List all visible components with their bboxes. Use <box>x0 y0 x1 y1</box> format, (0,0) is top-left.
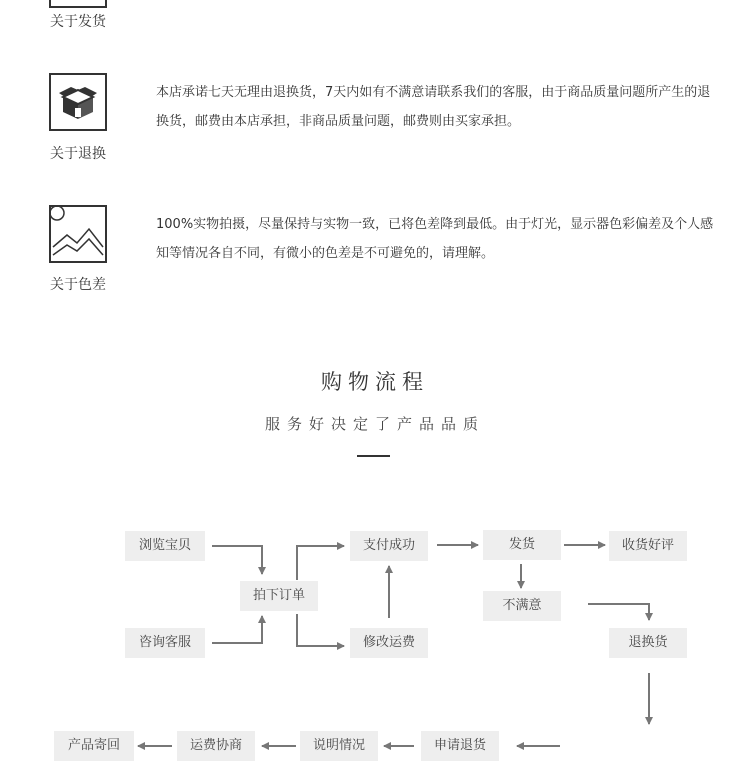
step-modify: 修改运费 <box>350 628 428 658</box>
step-return: 退换货 <box>609 628 687 658</box>
step-explain: 说明情况 <box>300 731 378 761</box>
returns-label: 关于退换 <box>50 146 106 162</box>
step-negotiate: 运费协商 <box>177 731 255 761</box>
returns-text: 本店承诺七天无理由退换货，7天内如有不满意请联系我们的客服，由于商品质量问题所产生的退换货，邮费由本店承担，非商品质量问题，邮费则由买家承担。 <box>156 85 711 129</box>
step-send-back: 产品寄回 <box>54 731 134 761</box>
step-order: 拍下订单 <box>240 581 318 611</box>
color-label: 关于色差 <box>50 277 106 293</box>
color-text: 100%实物拍摄，尽量保持与实物一致，已将色差降到最低。由于灯光，显示器色彩偏差及个人感知等情况各自不同，有微小的色差是不可避免的，请理解。 <box>156 217 714 261</box>
process-subtitle: 服务好决定了产品品质 <box>264 415 485 433</box>
step-apply: 申请退货 <box>421 731 499 761</box>
shipping-label: 关于发货 <box>50 14 106 30</box>
step-pay: 支付成功 <box>350 531 428 561</box>
step-receive: 收货好评 <box>609 531 687 561</box>
step-browse: 浏览宝贝 <box>125 531 205 561</box>
step-unsatisfied: 不满意 <box>483 591 561 621</box>
step-ship: 发货 <box>483 530 561 560</box>
step-consult: 咨询客服 <box>125 628 205 658</box>
process-title: 购物流程 <box>321 370 429 394</box>
